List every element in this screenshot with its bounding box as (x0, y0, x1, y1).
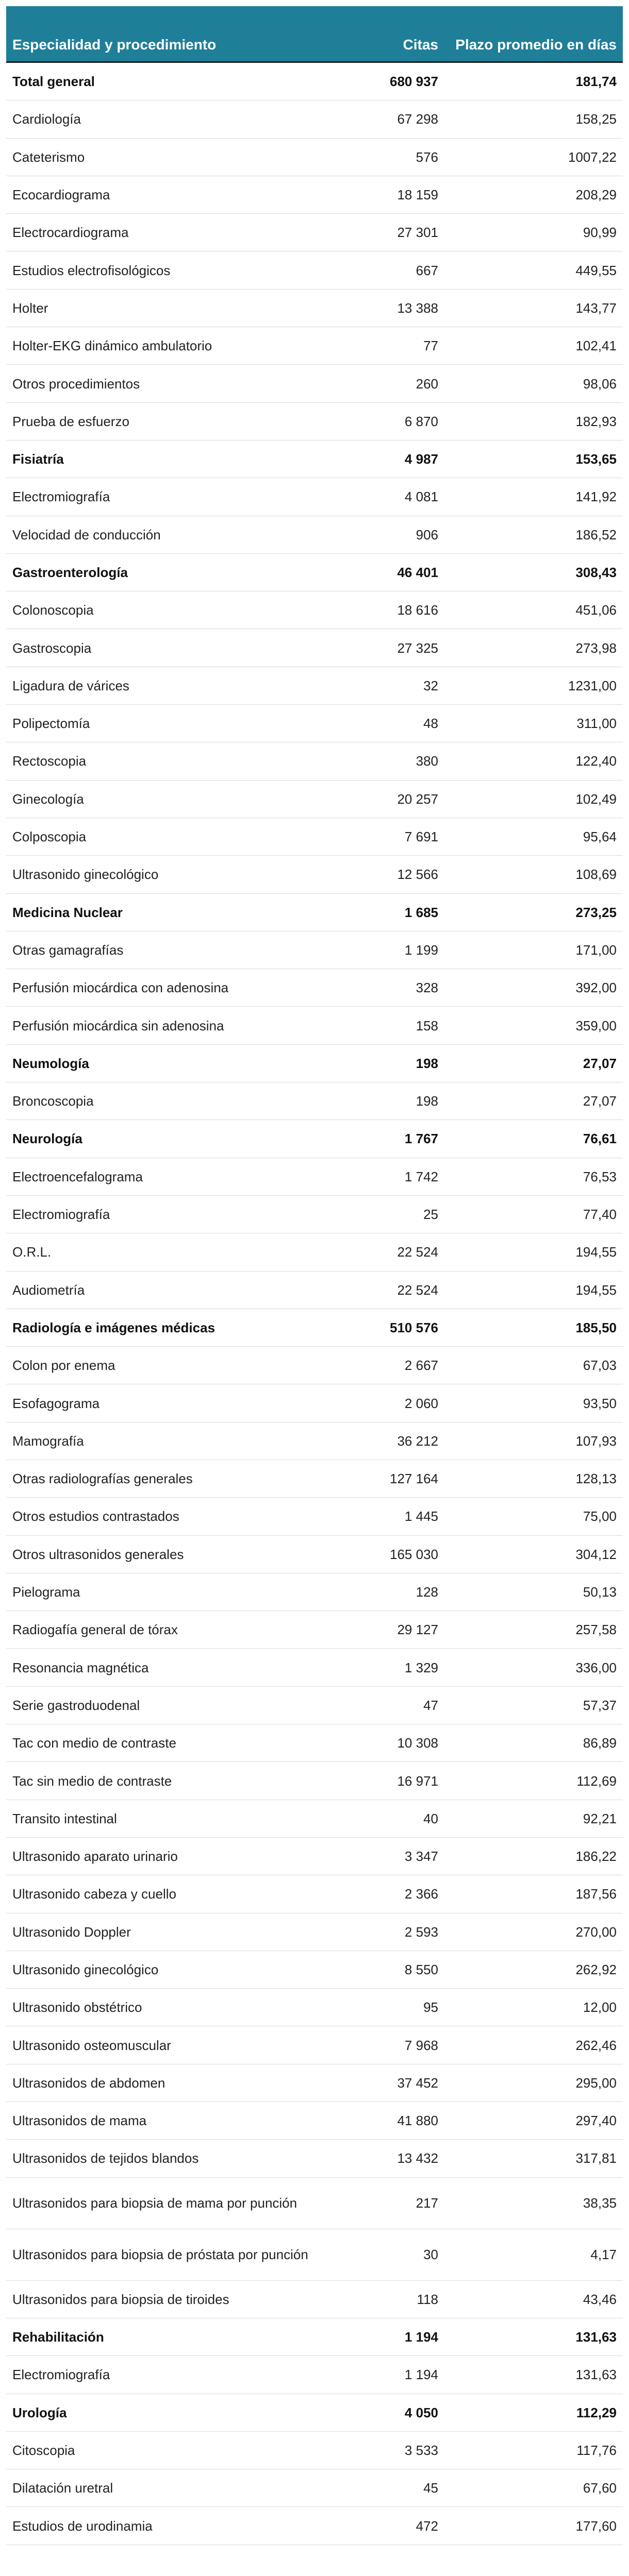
cell-plazo: 131,63 (575, 2329, 617, 2345)
cell-plazo: 43,46 (583, 2291, 617, 2307)
cell-plazo: 273,25 (575, 904, 617, 920)
table-row (6, 1498, 623, 1535)
cell-especialidad: Colon por enema (12, 1358, 115, 1374)
cell-especialidad: Neumología (12, 1055, 89, 1071)
cell-citas: 198 (416, 1055, 438, 1071)
cell-citas: 165 030 (390, 1546, 438, 1562)
cell-citas: 1 194 (404, 2329, 438, 2345)
cell-plazo: 128,13 (575, 1471, 617, 1487)
cell-citas: 198 (416, 1093, 438, 1109)
table-row (6, 2064, 623, 2102)
table-row (6, 327, 623, 365)
table-row (6, 1687, 623, 1724)
cell-especialidad: Broncoscopia (12, 1093, 94, 1109)
cell-citas: 29 127 (397, 1622, 438, 1638)
cell-citas: 128 (416, 1584, 438, 1600)
cell-plazo: 107,93 (575, 1433, 617, 1449)
cell-plazo: 185,50 (575, 1319, 617, 1335)
table-row (6, 100, 623, 138)
cell-especialidad: Cateterismo (12, 149, 85, 165)
cell-plazo: 67,03 (583, 1358, 617, 1374)
cell-especialidad: Electroencefalograma (12, 1168, 143, 1184)
table-row (6, 1082, 623, 1120)
cell-especialidad: Neurología (12, 1131, 82, 1147)
cell-citas: 7 968 (404, 2037, 438, 2053)
cell-plazo: 177,60 (575, 2518, 617, 2534)
cell-citas: 10 308 (397, 1735, 438, 1751)
cell-citas: 3 347 (404, 1849, 438, 1865)
cell-citas: 95 (423, 1999, 438, 2015)
cell-plazo: 86,89 (583, 1735, 617, 1751)
table-row (6, 1875, 623, 1913)
cell-plazo: 131,63 (575, 2367, 617, 2383)
table-row (6, 139, 623, 176)
cell-plazo: 122,40 (575, 753, 617, 769)
cell-plazo: 4,17 (590, 2247, 617, 2263)
cell-especialidad: Gastroenterología (12, 565, 128, 580)
cell-plazo: 93,50 (583, 1395, 617, 1411)
table-row (6, 2102, 623, 2140)
cell-citas: 3 533 (404, 2442, 438, 2458)
cell-citas: 6 870 (404, 413, 438, 429)
cell-especialidad: Medicina Nuclear (12, 904, 123, 920)
table-header (6, 6, 623, 63)
cell-especialidad: Audiometría (12, 1282, 85, 1298)
cell-plazo: 187,56 (575, 1886, 617, 1902)
cell-especialidad: Dilatación uretral (12, 2480, 113, 2496)
table-row (6, 2178, 623, 2229)
cell-citas: 22 524 (397, 1282, 438, 1298)
table-row (6, 1007, 623, 1044)
cell-especialidad: Electrocardiograma (12, 225, 129, 241)
cell-especialidad: Perfusión miocárdica sin adenosina (12, 1018, 224, 1033)
cell-citas: 1 329 (404, 1659, 438, 1675)
cell-plazo: 67,60 (583, 2480, 617, 2496)
cell-plazo: 76,53 (583, 1168, 617, 1184)
table-row (6, 781, 623, 818)
cell-plazo: 182,93 (575, 413, 617, 429)
cell-plazo: 262,92 (575, 1961, 617, 1977)
cell-citas: 48 (423, 716, 438, 732)
cell-citas: 32 (423, 677, 438, 693)
cell-especialidad: Gastroscopia (12, 640, 92, 656)
table-row (6, 251, 623, 289)
cell-plazo: 262,46 (575, 2037, 617, 2053)
cell-especialidad: Radiogafía general de tórax (12, 1622, 178, 1638)
cell-especialidad: Urología (12, 2404, 67, 2420)
header-especialidad: Especialidad y procedimiento (12, 37, 217, 53)
cell-plazo: 95,64 (583, 829, 617, 845)
cell-citas: 27 325 (397, 640, 438, 656)
cell-plazo: 257,58 (575, 1622, 617, 1638)
cell-especialidad: Prueba de esfuerzo (12, 413, 129, 429)
cell-citas: 13 388 (397, 300, 438, 316)
cell-plazo: 270,00 (575, 1924, 617, 1940)
table-row (6, 1611, 623, 1649)
cell-especialidad: Ultrasonido Doppler (12, 1924, 131, 1940)
cell-plazo: 449,55 (575, 262, 617, 278)
table-row (6, 591, 623, 629)
cell-citas: 1 685 (404, 904, 438, 920)
cell-citas: 217 (416, 2195, 438, 2211)
cell-plazo: 392,00 (575, 980, 617, 996)
cell-especialidad: Ginecología (12, 791, 84, 807)
cell-especialidad: Ultrasonidos para biopsia de próstata por punción (12, 2247, 308, 2263)
cell-especialidad: Tac con medio de contraste (12, 1735, 176, 1751)
cell-plazo: 102,41 (575, 338, 617, 354)
cell-citas: 2 366 (404, 1886, 438, 1902)
cell-plazo: 194,55 (575, 1282, 617, 1298)
cell-plazo: 112,69 (576, 1773, 617, 1789)
cell-citas: 328 (416, 980, 438, 996)
cell-especialidad: Mamografía (12, 1433, 84, 1449)
cell-citas: 380 (416, 753, 438, 769)
cell-especialidad: Estudios electrofisológicos (12, 262, 171, 278)
cell-especialidad: Holter (12, 300, 48, 316)
table-row (6, 478, 623, 516)
cell-citas: 47 (423, 1697, 438, 1713)
table-row-total (6, 2318, 623, 2356)
table-row-total (6, 1045, 623, 1082)
cell-plazo: 57,37 (583, 1697, 617, 1713)
cell-citas: 46 401 (397, 565, 438, 580)
cell-citas: 18 616 (397, 602, 438, 618)
cell-especialidad: Ecocardiograma (12, 187, 110, 203)
cell-citas: 1 445 (404, 1509, 438, 1524)
cell-especialidad: Ultrasonido aparato urinario (12, 1849, 178, 1865)
table-row (6, 2432, 623, 2469)
table-row (6, 1233, 623, 1271)
cell-plazo: 171,00 (575, 942, 617, 958)
cell-plazo: 27,07 (583, 1055, 617, 1071)
cell-especialidad: Otras radiolografías generales (12, 1471, 193, 1487)
cell-especialidad: Ultrasonido osteomuscular (12, 2037, 171, 2053)
cell-citas: 680 937 (390, 74, 438, 90)
table-row (6, 290, 623, 327)
cell-plazo: 304,12 (575, 1546, 617, 1562)
cell-especialidad: Otros ultrasonidos generales (12, 1546, 184, 1562)
cell-citas: 25 (423, 1207, 438, 1223)
cell-especialidad: Electromiografía (12, 2367, 110, 2383)
cell-especialidad: Tac sin medio de contraste (12, 1773, 172, 1789)
table-row (6, 667, 623, 705)
table-row (6, 629, 623, 667)
table-row (6, 1460, 623, 1498)
table-row-total (6, 1120, 623, 1158)
table-body (6, 63, 623, 2545)
cell-plazo: 108,69 (575, 867, 617, 883)
cell-plazo: 112,29 (576, 2404, 617, 2420)
cell-especialidad: Ultrasonido obstétrico (12, 1999, 142, 2015)
cell-plazo: 1231,00 (568, 677, 617, 693)
cell-citas: 30 (423, 2247, 438, 2263)
table-row (6, 1724, 623, 1762)
cell-citas: 2 667 (404, 1358, 438, 1374)
cell-especialidad: Electromiografía (12, 1207, 110, 1223)
cell-citas: 667 (416, 262, 438, 278)
cell-citas: 7 691 (404, 829, 438, 845)
cell-plazo: 336,00 (575, 1659, 617, 1675)
cell-especialidad: Ultrasonidos para biopsia de tiroides (12, 2291, 229, 2307)
cell-especialidad: Radiología e imágenes médicas (12, 1319, 216, 1335)
cell-citas: 16 971 (397, 1773, 438, 1789)
cell-citas: 20 257 (397, 791, 438, 807)
table-row (6, 2281, 623, 2318)
cell-citas: 576 (416, 149, 438, 165)
cell-especialidad: Estudios de urodinamia (12, 2518, 153, 2534)
table-row (6, 1158, 623, 1196)
cell-plazo: 50,13 (583, 1584, 617, 1600)
cell-especialidad: Perfusión miocárdica con adenosina (12, 980, 229, 996)
table-row (6, 214, 623, 251)
table-row-total (6, 1309, 623, 1347)
cell-citas: 906 (416, 527, 438, 543)
table-row (6, 856, 623, 893)
cell-citas: 12 566 (397, 867, 438, 883)
cell-especialidad: Ultrasonido ginecológico (12, 867, 159, 883)
table-row (6, 1573, 623, 1611)
cell-citas: 118 (417, 2291, 438, 2307)
cell-citas: 260 (416, 376, 438, 392)
table-row (6, 931, 623, 969)
cell-plazo: 98,06 (583, 376, 617, 392)
table-row (6, 1838, 623, 1875)
cell-citas: 127 164 (390, 1471, 438, 1487)
cell-citas: 41 880 (397, 2113, 438, 2129)
cell-plazo: 12,00 (583, 1999, 617, 2015)
table-row (6, 969, 623, 1007)
cell-especialidad: Ligadura de várices (12, 677, 129, 693)
cell-especialidad: Esofagograma (12, 1395, 100, 1411)
cell-especialidad: Colonoscopia (12, 602, 94, 618)
cell-especialidad: Citoscopia (12, 2442, 75, 2458)
cell-especialidad: Otras gamagrafías (12, 942, 124, 958)
cell-especialidad: Ultrasonidos de abdomen (12, 2075, 165, 2091)
cell-plazo: 102,49 (575, 791, 617, 807)
cell-plazo: 295,00 (575, 2075, 617, 2091)
table-row (6, 2356, 623, 2394)
header-citas: Citas (403, 37, 438, 53)
table-row (6, 2229, 623, 2281)
table-row (6, 2140, 623, 2177)
cell-citas: 1 199 (404, 942, 438, 958)
table-row (6, 1384, 623, 1422)
cell-plazo: 194,55 (575, 1244, 617, 1260)
table-row (6, 1800, 623, 1838)
cell-citas: 1 742 (404, 1168, 438, 1184)
cell-citas: 1 767 (404, 1131, 438, 1147)
cell-citas: 158 (416, 1018, 438, 1033)
cell-especialidad: Rectoscopia (12, 753, 87, 769)
cell-citas: 8 550 (404, 1961, 438, 1977)
cell-plazo: 1007,22 (568, 149, 617, 165)
cell-plazo: 92,21 (583, 1810, 617, 1826)
cell-plazo: 27,07 (583, 1093, 617, 1109)
cell-citas: 18 159 (397, 187, 438, 203)
cell-especialidad: Cardiología (12, 111, 81, 127)
table-row (6, 1762, 623, 1800)
table-row-total (6, 2394, 623, 2432)
cell-plazo: 208,29 (575, 187, 617, 203)
cell-plazo: 297,40 (575, 2113, 617, 2129)
cell-plazo: 153,65 (575, 451, 617, 467)
cell-especialidad: Otros estudios contrastados (12, 1509, 179, 1524)
cell-plazo: 186,52 (575, 527, 617, 543)
cell-citas: 40 (423, 1810, 438, 1826)
cell-especialidad: Colposcopia (12, 829, 87, 845)
table-row (6, 1913, 623, 1951)
cell-citas: 67 298 (397, 111, 438, 127)
cell-especialidad: Total general (12, 74, 95, 90)
cell-plazo: 158,25 (575, 111, 617, 127)
cell-citas: 27 301 (397, 225, 438, 241)
table-row-total (6, 440, 623, 478)
cell-especialidad: Transito intestinal (12, 1810, 117, 1826)
cell-citas: 4 050 (404, 2404, 438, 2420)
cell-citas: 36 212 (397, 1433, 438, 1449)
table-row (6, 742, 623, 780)
cell-plazo: 141,92 (575, 489, 617, 505)
cell-especialidad: Serie gastroduodenal (12, 1697, 140, 1713)
cell-plazo: 38,35 (583, 2195, 617, 2211)
cell-especialidad: Polipectomía (12, 716, 90, 732)
cell-plazo: 90,99 (583, 225, 617, 241)
cell-plazo: 317,81 (575, 2150, 617, 2166)
header-plazo: Plazo promedio en días (455, 37, 617, 53)
table-row (6, 403, 623, 440)
cell-plazo: 273,98 (575, 640, 617, 656)
cell-especialidad: Ultrasonido cabeza y cuello (12, 1886, 176, 1902)
cell-especialidad: Fisiatría (12, 451, 64, 467)
cell-citas: 2 593 (404, 1924, 438, 1940)
cell-especialidad: Holter-EKG dinámico ambulatorio (12, 338, 212, 354)
cell-especialidad: Ultrasonidos de mama (12, 2113, 147, 2129)
data-table (6, 6, 623, 2545)
cell-plazo: 311,00 (576, 716, 617, 732)
table-row (6, 1272, 623, 1309)
cell-citas: 2 060 (404, 1395, 438, 1411)
table-row (6, 2507, 623, 2545)
table-row (6, 2469, 623, 2507)
cell-plazo: 186,22 (575, 1849, 617, 1865)
cell-citas: 510 576 (390, 1319, 438, 1335)
cell-plazo: 75,00 (583, 1509, 617, 1524)
table-row-total (6, 63, 623, 100)
table-row (6, 1951, 623, 1989)
cell-especialidad: Ultrasonido ginecológico (12, 1961, 159, 1977)
cell-citas: 77 (423, 338, 438, 354)
cell-citas: 13 432 (397, 2150, 438, 2166)
cell-plazo: 451,06 (575, 602, 617, 618)
table-row (6, 1422, 623, 1460)
cell-plazo: 181,74 (575, 74, 617, 90)
cell-especialidad: O.R.L. (12, 1244, 52, 1260)
cell-plazo: 77,40 (583, 1207, 617, 1223)
table-row (6, 1196, 623, 1233)
cell-citas: 4 987 (404, 451, 438, 467)
table-row (6, 176, 623, 214)
cell-especialidad: Electromiografía (12, 489, 110, 505)
table-row (6, 516, 623, 554)
cell-plazo: 117,76 (576, 2442, 617, 2458)
cell-plazo: 359,00 (575, 1018, 617, 1033)
cell-plazo: 143,77 (575, 300, 617, 316)
cell-citas: 22 524 (397, 1244, 438, 1260)
cell-citas: 472 (416, 2518, 438, 2534)
table-row (6, 2026, 623, 2064)
table-row (6, 1347, 623, 1384)
cell-plazo: 308,43 (575, 565, 617, 580)
table-row (6, 1536, 623, 1573)
cell-citas: 37 452 (397, 2075, 438, 2091)
cell-especialidad: Resonancia magnética (12, 1659, 149, 1675)
cell-especialidad: Pielograma (12, 1584, 80, 1600)
table-row-total (6, 894, 623, 931)
cell-especialidad: Ultrasonidos de tejidos blandos (12, 2150, 199, 2166)
cell-especialidad: Otros procedimientos (12, 376, 140, 392)
cell-especialidad: Rehabilitación (12, 2329, 104, 2345)
cell-plazo: 76,61 (583, 1131, 617, 1147)
cell-especialidad: Velocidad de conducción (12, 527, 161, 543)
cell-especialidad: Ultrasonidos para biopsia de mama por punción (12, 2195, 297, 2211)
table-row (6, 705, 623, 742)
cell-citas: 45 (423, 2480, 438, 2496)
cell-citas: 1 194 (404, 2367, 438, 2383)
table-row (6, 1649, 623, 1686)
table-row (6, 365, 623, 402)
table-row (6, 818, 623, 856)
cell-citas: 4 081 (404, 489, 438, 505)
table-row-total (6, 554, 623, 591)
table-row (6, 1989, 623, 2026)
